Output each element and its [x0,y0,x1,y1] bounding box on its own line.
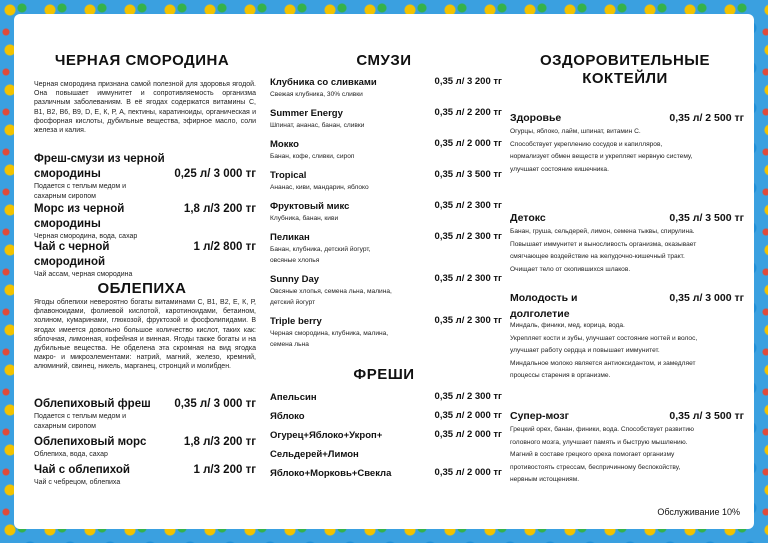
item-description: Банан, кофе, сливки, сироп [270,153,355,160]
item-description: Свежая клубника, 30% сливки [270,91,363,98]
menu-item [270,76,502,107]
menu-sheet [14,14,754,529]
menu-item [270,467,502,486]
item-price: 0,35 л/ 2 000 тг [434,410,502,421]
item-description: Шпинат, ананас, банан, сливки [270,122,365,129]
item-name: Summer Energy [270,108,343,119]
item-name: Детокс [510,212,546,224]
item-name: Фреш-смузи из черной [34,153,165,165]
item-description: Миндальное молоко является антиоксидантом, и замедляет [510,359,696,367]
item-price: 1 л/3 200 тг [193,464,256,476]
item-name: Яблоко [270,411,305,422]
menu-item [34,397,256,432]
item-name: Облепиховый морс [34,436,147,448]
menu-item [270,231,502,273]
item-price: 0,35 л/ 2 300 тг [434,273,502,284]
menu-item [510,212,744,276]
item-description: нервным истощениям. [510,476,580,483]
item-name-cont: долголетие [510,308,570,320]
item-price: 0,35 л/ 3 500 тг [434,169,502,180]
item-price: 0,35 л/ 2 300 тг [434,231,502,242]
item-name: Здоровье [510,112,562,124]
section-title-currant: ЧЕРНАЯ СМОРОДИНА [54,52,230,69]
item-name-cont: смородиной [34,256,106,268]
menu-item [510,292,744,383]
item-description: Очищает тело от скопившихся шлаков. [510,265,631,273]
item-price: 0,35 л/ 2 000 тг [434,467,502,478]
item-price: 0,35 л/ 3 500 тг [669,410,744,422]
section-title-line: ОЗДОРОВИТЕЛЬНЫЕ [539,52,710,69]
item-name: Чай с черной [34,241,110,253]
menu-item [34,463,256,488]
item-description: детский йогурт [270,299,316,306]
smoothie-list [270,76,502,357]
menu-item [270,410,502,429]
menu-item [270,391,502,410]
item-price: 0,35 л/ 3 500 тг [669,212,744,224]
section-title-line: КОКТЕЙЛИ [582,70,668,87]
item-description: головного мозга, улучшает память и быструю мышлению. [510,438,688,446]
item-name: Облепиховый фреш [34,398,151,410]
item-price: 0,35 л/ 2 300 тг [434,315,502,326]
item-description: противостоять стрессам, беспричинному беспокойству, [510,463,681,471]
menu-item [270,169,502,200]
item-description: Банан, груша, сельдерей, лимон, семена тыквы, спирулина. [510,228,695,235]
service-charge-note: Обслуживание 10% [657,507,740,517]
item-price: 0,35 л/ 3 000 тг [669,292,744,304]
item-description: сахарным сиропом [34,193,96,200]
menu-item [270,429,502,448]
item-description: улучшает состояние кишечника. [510,165,609,173]
item-description: Миндаль, финики, мед, корица, вода. [510,322,625,329]
item-price: 1,8 л/3 200 тг [183,436,256,448]
item-description: Чай с чебрецом, облепиха [34,479,121,486]
item-name-cont: смородины [34,168,101,180]
item-name: Апельсин [270,392,317,403]
item-description: Чай ассам, черная смородина [34,271,133,278]
item-price: 0,35 л/ 2 000 тг [434,138,502,149]
item-description: Черная смородина, вода, сахар [34,233,138,240]
menu-item [270,200,502,231]
item-description: семена льна [270,341,309,348]
menu-item [34,152,256,202]
item-description: Облепиха, вода, сахар [34,451,108,458]
section-title-seabuckthorn: ОБЛЕПИХА [97,280,187,297]
item-name: Чай с облепихой [34,464,130,476]
item-price: 1 л/2 800 тг [193,241,256,253]
item-description: процессы старения в организме. [510,372,611,379]
menu-item [510,112,744,176]
item-description: Клубника, банан, киви [270,215,339,222]
item-name: Пеликан [270,232,310,243]
section-title-smoothie: СМУЗИ [356,52,412,69]
item-name-cont: Сельдерей+Лимон [270,449,359,460]
menu-item [34,240,256,280]
menu-item [270,315,502,357]
item-description: смягчающее воздействие на желудочно-кишечный тракт. [510,253,685,260]
item-description: сахарным сиропом [34,423,96,430]
menu-item [270,448,502,467]
item-description: Укрепляет кости и зубы, улучшает состояние ногтей и волос, [510,334,698,342]
item-description: Грецкий орех, банан, финики, вода. Способствует развитию [510,426,694,433]
menu-item [270,107,502,138]
item-price: 0,35 л/ 2 300 тг [434,391,502,402]
item-description: Банан, клубника, детский йогурт, [270,246,371,253]
fresh-list [270,391,502,486]
item-price: 0,25 л/ 3 000 тг [174,168,256,180]
item-description: Магний в составе грецкого ореха помогает организму [510,451,675,458]
item-price: 0,35 л/ 2 200 тг [434,107,502,118]
item-description: Овсяные хлопья, семена льна, малина, [270,288,392,295]
item-name: Tropical [270,170,307,181]
item-name: Морс из черной [34,203,125,215]
item-name: Sunny Day [270,274,320,285]
item-description: овсяные хлопья [270,257,320,264]
item-price: 0,35 л/ 2 500 тг [669,112,744,124]
menu-item [270,273,502,315]
item-name: Огурец+Яблоко+Укроп+ [270,430,383,441]
item-description: Ананас, киви, мандарин, яблоко [270,184,369,191]
item-name: Яблоко+Морковь+Свекла [270,468,392,479]
item-name: Фруктовый микс [270,201,350,212]
item-name: Супер-мозг [510,410,570,422]
item-name: Triple berry [270,316,322,327]
item-price: 1,8 л/3 200 тг [183,203,256,215]
section-title-fresh: ФРЕШИ [353,366,415,383]
section-title-healthy [506,52,744,88]
menu-item [270,138,502,169]
item-name-cont: смородины [34,218,101,230]
currant-description: Черная смородина признана самой полезной для здоровья ягодой. Она повышает иммунитет и сопротивляемость организма различным заболеваниям. В её ягодах содержатся витамины С, В1, В2, В6, В9, D, Е, К, Р, А, пектины, каратиноиды, органическая и фосфорная кислоты, дубильные вещества, эфирное масло, соли железа и калия. [34,81,256,135]
item-description: Повышает иммунитет и выносливость организма, оказывает [510,240,697,248]
item-name: Молодость и [510,292,578,304]
item-price: 0,35 л/ 2 000 тг [434,429,502,440]
menu-item [510,410,744,487]
item-description: Черная смородина, клубника, малина, [270,330,389,337]
item-price: 0,35 л/ 2 300 тг [434,200,502,211]
menu-item [34,435,256,460]
menu-item [34,202,256,242]
item-price: 0,35 л/ 3 200 тг [434,76,502,87]
seabuckthorn-description: Ягоды облепихи невероятно богаты витаминами С, В1, В2, Е, К, Р, флавоноидами, фолиевой кислотой, каротиноидами, бетаином, холином, кумаринами, глюкозой, фруктозой и фосфолипидами. В ягодах имеется довольно большое количество кислот, таких как: яблочная, лимонная, кофейная и винная. Ягоды также богаты и на дубильные вещества. Не обделена эта скромная на вид ягодка макро- и микроэлементами: натрий, магний, железо, кремний, алюминий, свинец, никель, марганец, стронций и молибден. [34,299,256,371]
item-description: нормализует обмен веществ и укрепляет нервную систему, [510,153,693,160]
item-price: 0,35 л/ 3 000 тг [174,398,256,410]
item-description: Способствует укреплению сосудов и капилляров, [510,140,663,148]
item-description: Подается с теплым медом и [34,183,127,190]
item-description: улучшает работу сердца и повышает иммунитет. [510,347,660,354]
item-name: Мокко [270,139,299,150]
item-name: Клубника со сливками [270,77,377,88]
item-description: Подается с теплым медом и [34,413,127,420]
item-description: Огурцы, яблоко, лайм, шпинат, витамин С. [510,128,641,135]
